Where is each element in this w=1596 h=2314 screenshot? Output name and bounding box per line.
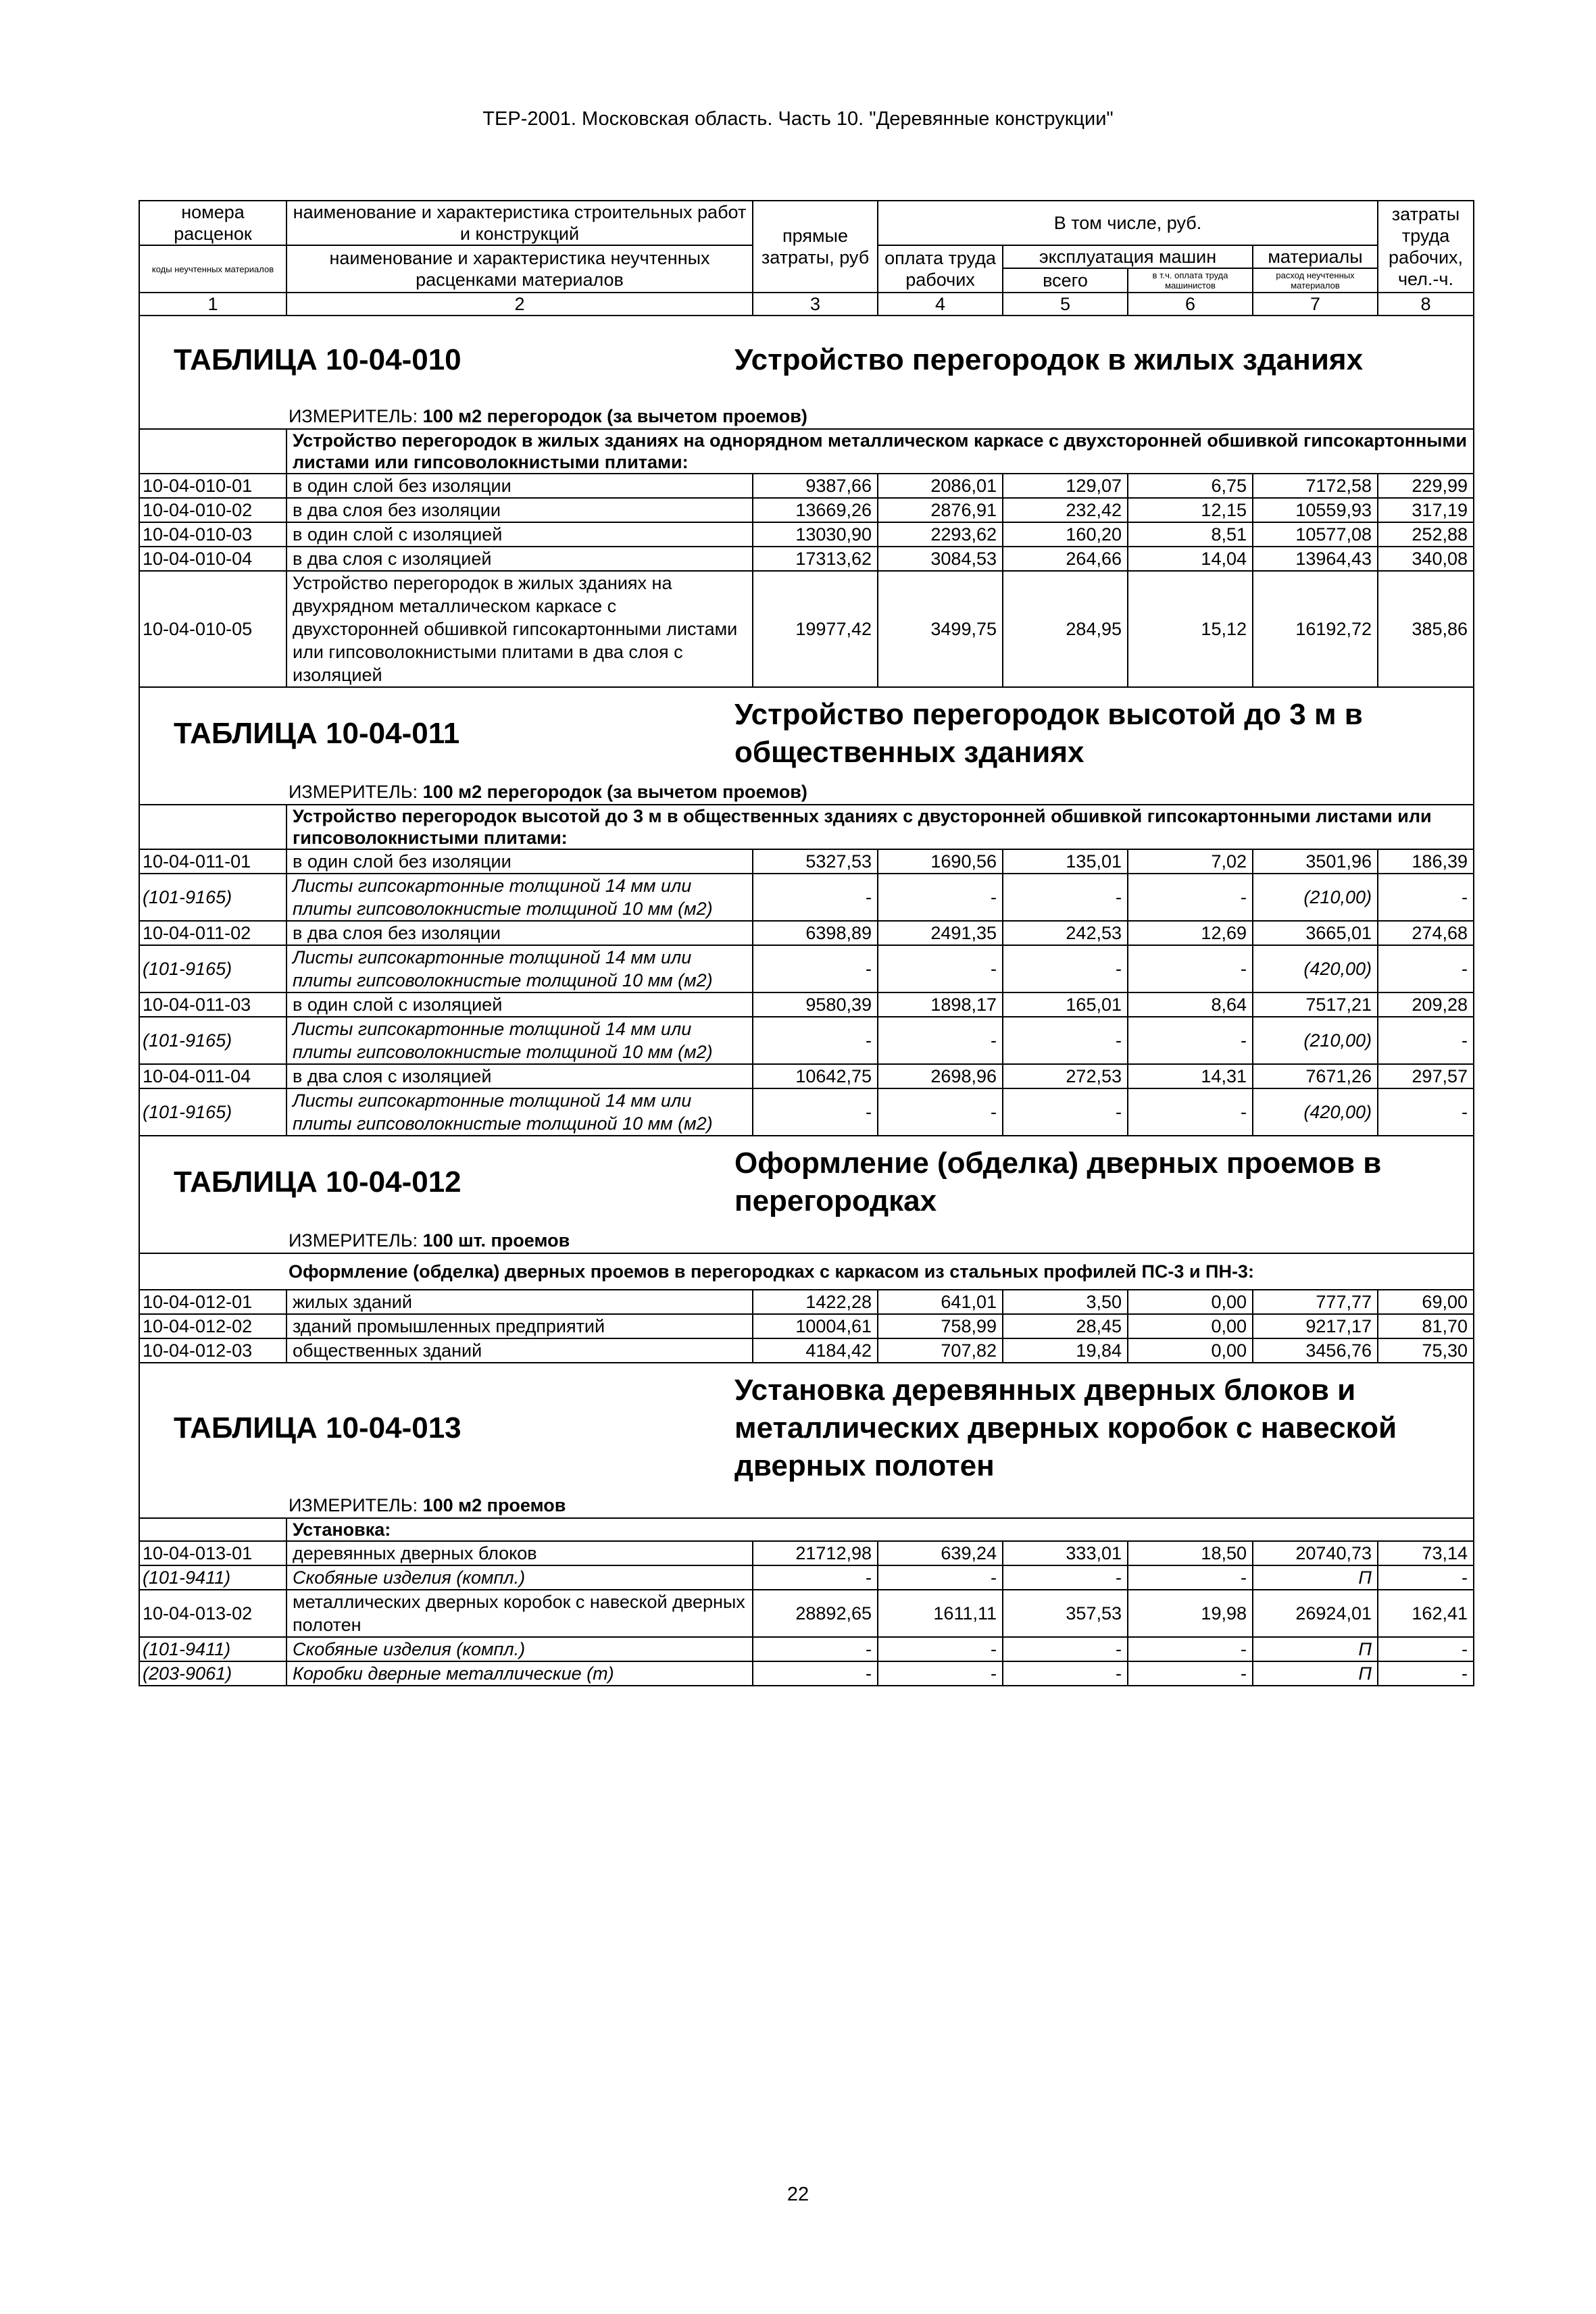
dash-cell: - bbox=[753, 945, 878, 992]
table-row bbox=[139, 474, 1474, 498]
dash-cell: - bbox=[1128, 1661, 1253, 1686]
labor-pay: 1690,56 bbox=[878, 849, 1003, 874]
labor-hours: 274,68 bbox=[1378, 921, 1474, 945]
dash-cell: - bbox=[753, 1661, 878, 1686]
dash-cell: - bbox=[1003, 1088, 1128, 1136]
header-col8: затраты труда рабочих, чел.-ч. bbox=[1378, 201, 1474, 293]
material-code: (101-9411) bbox=[139, 1637, 286, 1661]
rate-name: общественных зданий bbox=[286, 1338, 753, 1363]
dash-cell: - bbox=[1378, 1661, 1474, 1686]
table-row bbox=[139, 1541, 1474, 1565]
dash-cell: - bbox=[1378, 874, 1474, 921]
dash-cell: - bbox=[753, 1637, 878, 1661]
dash-cell: - bbox=[1003, 1661, 1128, 1686]
material-code: (101-9165) bbox=[139, 874, 286, 921]
meter-label: ИЗМЕРИТЕЛЬ: bbox=[289, 1230, 418, 1251]
machinists-pay: 15,12 bbox=[1128, 571, 1253, 687]
rate-name: Устройство перегородок в жилых зданиях на двухрядном металлическом каркасе с двухсторонней обшивкой гипсокартонными листами или гипсоволокнистыми плитами в два слоя с изоляцией bbox=[286, 571, 753, 687]
materials: 26924,01 bbox=[1253, 1590, 1378, 1637]
header-num-6: 6 bbox=[1128, 293, 1253, 316]
dash-cell: - bbox=[1378, 1637, 1474, 1661]
labor-hours: 69,00 bbox=[1378, 1290, 1474, 1314]
materials: 777,77 bbox=[1253, 1290, 1378, 1314]
material-name: Листы гипсокартонные толщиной 14 мм или плиты гипсоволокнистые толщиной 10 мм (м2) bbox=[286, 874, 753, 921]
rate-code: 10-04-010-04 bbox=[139, 547, 286, 571]
dash-cell: - bbox=[878, 945, 1003, 992]
header-num-5: 5 bbox=[1003, 293, 1128, 316]
materials: 9217,17 bbox=[1253, 1314, 1378, 1338]
rate-name: в два слоя без изоляции bbox=[286, 498, 753, 522]
machines-total: 135,01 bbox=[1003, 849, 1128, 874]
dash-cell: - bbox=[878, 874, 1003, 921]
rate-code: 10-04-011-01 bbox=[139, 849, 286, 874]
labor-hours: 229,99 bbox=[1378, 474, 1474, 498]
material-row bbox=[139, 874, 1474, 921]
rate-name: металлических дверных коробок с навеской дверных полотен bbox=[286, 1590, 753, 1637]
labor-pay: 639,24 bbox=[878, 1541, 1003, 1565]
rate-code: 10-04-010-02 bbox=[139, 498, 286, 522]
material-name: Листы гипсокартонные толщиной 14 мм или плиты гипсоволокнистые толщиной 10 мм (м2) bbox=[286, 945, 753, 992]
header-col1-bottom: коды неучтенных материалов bbox=[139, 245, 286, 293]
material-row bbox=[139, 945, 1474, 992]
machines-total: 357,53 bbox=[1003, 1590, 1128, 1637]
direct-cost: 13669,26 bbox=[753, 498, 878, 522]
rate-name: деревянных дверных блоков bbox=[286, 1541, 753, 1565]
dash-cell: - bbox=[878, 1637, 1003, 1661]
dash-cell: - bbox=[1128, 1565, 1253, 1590]
materials: 7172,58 bbox=[1253, 474, 1378, 498]
direct-cost: 5327,53 bbox=[753, 849, 878, 874]
material-name: Коробки дверные металлические (т) bbox=[286, 1661, 753, 1686]
material-row bbox=[139, 1637, 1474, 1661]
rate-code: 10-04-010-03 bbox=[139, 522, 286, 547]
material-row bbox=[139, 1017, 1474, 1064]
dash-cell: - bbox=[878, 1565, 1003, 1590]
header-num-4: 4 bbox=[878, 293, 1003, 316]
labor-pay: 641,01 bbox=[878, 1290, 1003, 1314]
rate-code: 10-04-010-01 bbox=[139, 474, 286, 498]
dash-cell: - bbox=[1003, 1637, 1128, 1661]
section-10-04-012 bbox=[139, 1136, 1474, 1363]
machinists-pay: 19,98 bbox=[1128, 1590, 1253, 1637]
direct-cost: 19977,42 bbox=[753, 571, 878, 687]
dash-cell: - bbox=[1003, 1565, 1128, 1590]
labor-pay: 758,99 bbox=[878, 1314, 1003, 1338]
labor-hours: 317,19 bbox=[1378, 498, 1474, 522]
header-col3: прямые затраты, руб bbox=[753, 201, 878, 293]
meter-value: 100 шт. проемов bbox=[422, 1230, 570, 1251]
table-row bbox=[139, 522, 1474, 547]
labor-hours: 209,28 bbox=[1378, 992, 1474, 1017]
machines-total: 129,07 bbox=[1003, 474, 1128, 498]
labor-pay: 707,82 bbox=[878, 1338, 1003, 1363]
material-amount: П bbox=[1253, 1565, 1378, 1590]
meter-value: 100 м2 перегородок (за вычетом проемов) bbox=[422, 406, 807, 426]
labor-hours: 385,86 bbox=[1378, 571, 1474, 687]
header-machines: эксплуатация машин bbox=[1003, 245, 1253, 268]
dash-cell: - bbox=[1003, 945, 1128, 992]
column-header bbox=[139, 201, 1474, 316]
dash-cell: - bbox=[878, 1017, 1003, 1064]
materials: 16192,72 bbox=[1253, 571, 1378, 687]
meter-row bbox=[139, 1493, 1474, 1518]
machines-total: 3,50 bbox=[1003, 1290, 1128, 1314]
header-col2-bottom: наименование и характеристика неучтенных расценками материалов bbox=[286, 245, 753, 293]
table-row bbox=[139, 571, 1474, 687]
material-code: (101-9411) bbox=[139, 1565, 286, 1590]
section-description: Устройство перегородок в жилых зданиях на однорядном металлическом каркасе с двухсторонней обшивкой гипсокартонными листами или гипсоволокнистыми плитами: bbox=[286, 429, 1474, 474]
rate-code: 10-04-013-02 bbox=[139, 1590, 286, 1637]
direct-cost: 28892,65 bbox=[753, 1590, 878, 1637]
meter-row bbox=[139, 780, 1474, 805]
rate-code: 10-04-013-01 bbox=[139, 1541, 286, 1565]
rate-code: 10-04-012-01 bbox=[139, 1290, 286, 1314]
section-10-04-011 bbox=[139, 687, 1474, 1136]
table-row bbox=[139, 1590, 1474, 1637]
rate-name: жилых зданий bbox=[286, 1290, 753, 1314]
machinists-pay: 0,00 bbox=[1128, 1314, 1253, 1338]
rate-name: в один слой без изоляции bbox=[286, 474, 753, 498]
rate-name: в один слой без изоляции bbox=[286, 849, 753, 874]
machinists-pay: 12,69 bbox=[1128, 921, 1253, 945]
materials: 3665,01 bbox=[1253, 921, 1378, 945]
meter-value: 100 м2 проемов bbox=[422, 1495, 566, 1515]
material-name: Листы гипсокартонные толщиной 14 мм или плиты гипсоволокнистые толщиной 10 мм (м2) bbox=[286, 1088, 753, 1136]
materials: 7671,26 bbox=[1253, 1064, 1378, 1088]
header-num-8: 8 bbox=[1378, 293, 1474, 316]
section-name: Установка деревянных дверных блоков и металлических дверных коробок с навеской дверных полотен bbox=[734, 1374, 1397, 1482]
header-num-7: 7 bbox=[1253, 293, 1378, 316]
direct-cost: 21712,98 bbox=[753, 1541, 878, 1565]
labor-pay: 2086,01 bbox=[878, 474, 1003, 498]
machinists-pay: 8,64 bbox=[1128, 992, 1253, 1017]
machinists-pay: 14,31 bbox=[1128, 1064, 1253, 1088]
labor-hours: 75,30 bbox=[1378, 1338, 1474, 1363]
dash-cell: - bbox=[878, 1088, 1003, 1136]
rate-code: 10-04-012-02 bbox=[139, 1314, 286, 1338]
page-number: 22 bbox=[787, 2184, 809, 2205]
table-row bbox=[139, 849, 1474, 874]
section-title-row bbox=[139, 1136, 1474, 1228]
rate-code: 10-04-011-03 bbox=[139, 992, 286, 1017]
rates-document bbox=[139, 200, 1473, 1686]
meter-label: ИЗМЕРИТЕЛЬ: bbox=[289, 1495, 418, 1515]
section-description: Устройство перегородок высотой до 3 м в общественных зданиях с двусторонней обшивкой гипсокартонными листами или гипсоволокнистыми плитами: bbox=[286, 805, 1474, 849]
rate-name: в один слой с изоляцией bbox=[286, 992, 753, 1017]
dash-cell: - bbox=[1003, 874, 1128, 921]
section-code: ТАБЛИЦА 10-04-012 bbox=[174, 1165, 462, 1199]
meter-row bbox=[139, 1228, 1474, 1253]
page-header: ТЕР-2001. Московская область. Часть 10. "Деревянные конструкции" bbox=[482, 108, 1114, 130]
labor-hours: 186,39 bbox=[1378, 849, 1474, 874]
material-row bbox=[139, 1088, 1474, 1136]
machinists-pay: 0,00 bbox=[1128, 1290, 1253, 1314]
machines-total: 242,53 bbox=[1003, 921, 1128, 945]
section-description: Оформление (обделка) дверных проемов в перегородках с каркасом из стальных профилей ПС-3 и ПН-3: bbox=[139, 1253, 1474, 1290]
section-code: ТАБЛИЦА 10-04-010 bbox=[174, 343, 462, 376]
material-amount: (210,00) bbox=[1253, 1017, 1378, 1064]
materials: 20740,73 bbox=[1253, 1541, 1378, 1565]
section-code: ТАБЛИЦА 10-04-013 bbox=[174, 1411, 462, 1444]
machines-total: 232,42 bbox=[1003, 498, 1128, 522]
rate-name: в два слоя без изоляции bbox=[286, 921, 753, 945]
machinists-pay: 18,50 bbox=[1128, 1541, 1253, 1565]
material-code: (101-9165) bbox=[139, 1017, 286, 1064]
materials: 10559,93 bbox=[1253, 498, 1378, 522]
table-row bbox=[139, 1290, 1474, 1314]
material-name: Листы гипсокартонные толщиной 14 мм или плиты гипсоволокнистые толщиной 10 мм (м2) bbox=[286, 1017, 753, 1064]
dash-cell: - bbox=[1378, 945, 1474, 992]
machines-total: 272,53 bbox=[1003, 1064, 1128, 1088]
dash-cell: - bbox=[1128, 874, 1253, 921]
header-col2-top: наименование и характеристика строительных работ и конструкций bbox=[286, 201, 753, 245]
material-row bbox=[139, 1565, 1474, 1590]
material-amount: (420,00) bbox=[1253, 945, 1378, 992]
machines-total: 333,01 bbox=[1003, 1541, 1128, 1565]
table-row bbox=[139, 498, 1474, 522]
header-group: В том числе, руб. bbox=[878, 201, 1378, 245]
section-10-04-010 bbox=[139, 316, 1474, 687]
rate-code: 10-04-011-02 bbox=[139, 921, 286, 945]
dash-cell: - bbox=[753, 1088, 878, 1136]
rate-name: зданий промышленных предприятий bbox=[286, 1314, 753, 1338]
labor-hours: 297,57 bbox=[1378, 1064, 1474, 1088]
meter-value: 100 м2 перегородок (за вычетом проемов) bbox=[422, 782, 807, 802]
header-num-1: 1 bbox=[139, 293, 286, 316]
table-row bbox=[139, 1064, 1474, 1088]
labor-pay: 3499,75 bbox=[878, 571, 1003, 687]
labor-hours: 162,41 bbox=[1378, 1590, 1474, 1637]
header-materials: материалы bbox=[1253, 245, 1378, 268]
material-row bbox=[139, 1661, 1474, 1686]
header-col1-top: номера расценок bbox=[139, 201, 286, 245]
machinists-pay: 6,75 bbox=[1128, 474, 1253, 498]
direct-cost: 9580,39 bbox=[753, 992, 878, 1017]
meter-label: ИЗМЕРИТЕЛЬ: bbox=[289, 406, 418, 426]
header-num-2: 2 bbox=[286, 293, 753, 316]
dash-cell: - bbox=[1128, 945, 1253, 992]
header-num-3: 3 bbox=[753, 293, 878, 316]
materials: 10577,08 bbox=[1253, 522, 1378, 547]
section-title-row bbox=[139, 1363, 1474, 1493]
direct-cost: 9387,66 bbox=[753, 474, 878, 498]
direct-cost: 4184,42 bbox=[753, 1338, 878, 1363]
labor-pay: 2491,35 bbox=[878, 921, 1003, 945]
material-code: (203-9061) bbox=[139, 1661, 286, 1686]
dash-cell: - bbox=[1378, 1088, 1474, 1136]
meter-row bbox=[139, 404, 1474, 429]
header-col4: оплата труда рабочих bbox=[878, 245, 1003, 293]
labor-pay: 3084,53 bbox=[878, 547, 1003, 571]
machinists-pay: 12,15 bbox=[1128, 498, 1253, 522]
rate-name: в два слоя с изоляцией bbox=[286, 1064, 753, 1088]
materials: 7517,21 bbox=[1253, 992, 1378, 1017]
header-col5: всего bbox=[1003, 268, 1128, 293]
rates-table bbox=[139, 200, 1474, 1686]
table-row bbox=[139, 1338, 1474, 1363]
section-title-row bbox=[139, 316, 1474, 404]
labor-pay: 1611,11 bbox=[878, 1590, 1003, 1637]
desc-spacer bbox=[139, 805, 286, 849]
section-name: Устройство перегородок высотой до 3 м в общественных зданиях bbox=[734, 698, 1363, 769]
section-name: Оформление (обделка) дверных проемов в перегородках bbox=[734, 1147, 1382, 1217]
machinists-pay: 8,51 bbox=[1128, 522, 1253, 547]
section-10-04-013 bbox=[139, 1363, 1474, 1686]
header-col6: в т.ч. оплата труда машинистов bbox=[1128, 268, 1253, 293]
machines-total: 264,66 bbox=[1003, 547, 1128, 571]
direct-cost: 17313,62 bbox=[753, 547, 878, 571]
materials: 3456,76 bbox=[1253, 1338, 1378, 1363]
machines-total: 19,84 bbox=[1003, 1338, 1128, 1363]
machines-total: 165,01 bbox=[1003, 992, 1128, 1017]
dash-cell: - bbox=[878, 1661, 1003, 1686]
section-title-row bbox=[139, 687, 1474, 780]
table-row bbox=[139, 1314, 1474, 1338]
rate-code: 10-04-010-05 bbox=[139, 571, 286, 687]
dash-cell: - bbox=[1378, 1017, 1474, 1064]
rate-name: в два слоя с изоляцией bbox=[286, 547, 753, 571]
rate-code: 10-04-012-03 bbox=[139, 1338, 286, 1363]
material-name: Скобяные изделия (компл.) bbox=[286, 1565, 753, 1590]
materials: 13964,43 bbox=[1253, 547, 1378, 571]
dash-cell: - bbox=[1128, 1017, 1253, 1064]
labor-pay: 1898,17 bbox=[878, 992, 1003, 1017]
desc-spacer bbox=[139, 429, 286, 474]
dash-cell: - bbox=[1003, 1017, 1128, 1064]
machinists-pay: 14,04 bbox=[1128, 547, 1253, 571]
table-row bbox=[139, 547, 1474, 571]
section-name: Устройство перегородок в жилых зданиях bbox=[734, 343, 1364, 376]
labor-hours: 81,70 bbox=[1378, 1314, 1474, 1338]
machines-total: 284,95 bbox=[1003, 571, 1128, 687]
labor-pay: 2876,91 bbox=[878, 498, 1003, 522]
machinists-pay: 0,00 bbox=[1128, 1338, 1253, 1363]
direct-cost: 13030,90 bbox=[753, 522, 878, 547]
dash-cell: - bbox=[1378, 1565, 1474, 1590]
machines-total: 28,45 bbox=[1003, 1314, 1128, 1338]
desc-spacer bbox=[139, 1518, 286, 1541]
material-amount: П bbox=[1253, 1661, 1378, 1686]
table-row bbox=[139, 992, 1474, 1017]
material-amount: П bbox=[1253, 1637, 1378, 1661]
rate-code: 10-04-011-04 bbox=[139, 1064, 286, 1088]
machines-total: 160,20 bbox=[1003, 522, 1128, 547]
labor-pay: 2293,62 bbox=[878, 522, 1003, 547]
direct-cost: 10642,75 bbox=[753, 1064, 878, 1088]
material-amount: (420,00) bbox=[1253, 1088, 1378, 1136]
direct-cost: 6398,89 bbox=[753, 921, 878, 945]
table-row bbox=[139, 921, 1474, 945]
dash-cell: - bbox=[753, 874, 878, 921]
dash-cell: - bbox=[753, 1017, 878, 1064]
labor-pay: 2698,96 bbox=[878, 1064, 1003, 1088]
labor-hours: 340,08 bbox=[1378, 547, 1474, 571]
dash-cell: - bbox=[1128, 1088, 1253, 1136]
direct-cost: 10004,61 bbox=[753, 1314, 878, 1338]
direct-cost: 1422,28 bbox=[753, 1290, 878, 1314]
material-name: Скобяные изделия (компл.) bbox=[286, 1637, 753, 1661]
section-description: Установка: bbox=[286, 1518, 1474, 1541]
section-code: ТАБЛИЦА 10-04-011 bbox=[174, 717, 460, 750]
machinists-pay: 7,02 bbox=[1128, 849, 1253, 874]
materials: 3501,96 bbox=[1253, 849, 1378, 874]
dash-cell: - bbox=[753, 1565, 878, 1590]
meter-label: ИЗМЕРИТЕЛЬ: bbox=[289, 782, 418, 802]
material-amount: (210,00) bbox=[1253, 874, 1378, 921]
header-col7: расход неучтенных материалов bbox=[1253, 268, 1378, 293]
material-code: (101-9165) bbox=[139, 1088, 286, 1136]
rate-name: в один слой с изоляцией bbox=[286, 522, 753, 547]
labor-hours: 73,14 bbox=[1378, 1541, 1474, 1565]
labor-hours: 252,88 bbox=[1378, 522, 1474, 547]
dash-cell: - bbox=[1128, 1637, 1253, 1661]
material-code: (101-9165) bbox=[139, 945, 286, 992]
